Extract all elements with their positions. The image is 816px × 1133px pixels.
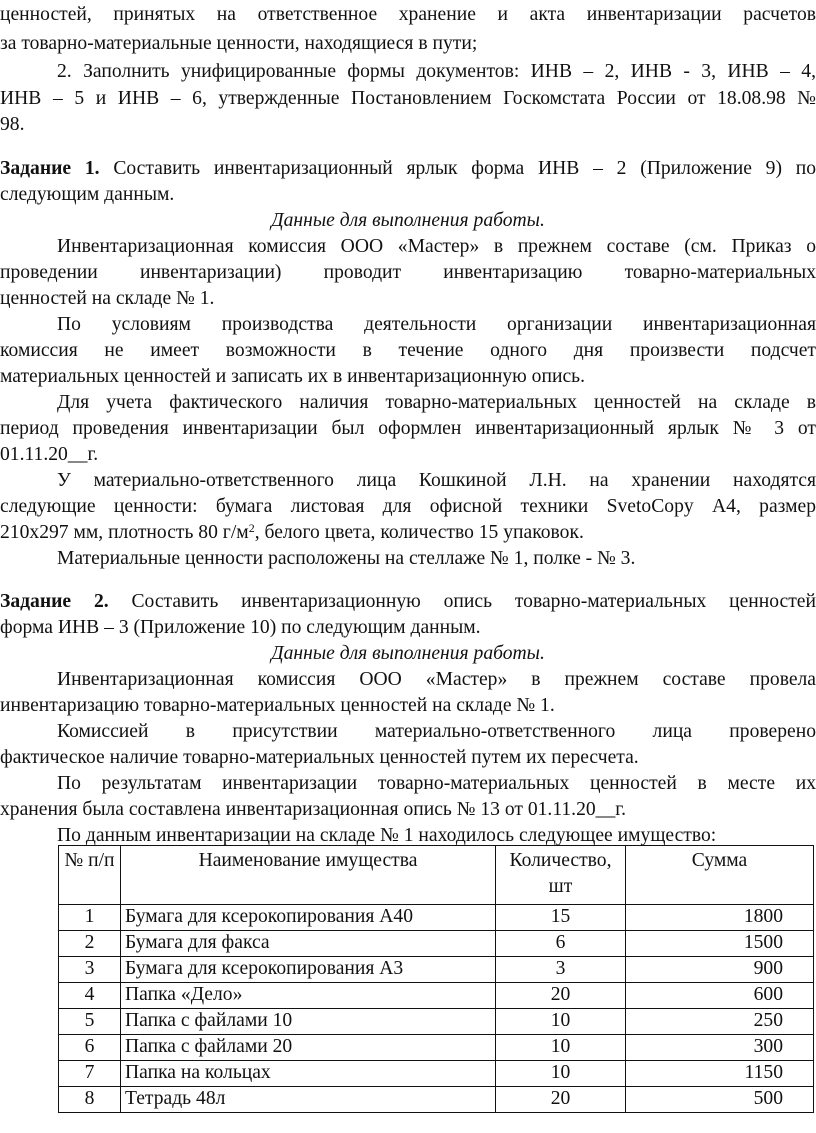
task2-text: Составить инвентаризационную опись товарно-материальных ценностей (108, 591, 816, 612)
table-row (59, 1087, 814, 1113)
cell-quantity: 10 (496, 1061, 626, 1087)
header-name: Наименование имущества (121, 846, 496, 905)
text-line: По результатам инвентаризации товарно-материальных ценностей в месте их (57, 773, 816, 794)
cell-name: Папка на кольцах (121, 1061, 496, 1087)
text-line: фактическое наличие товарно-материальных ценностей путем их пересчета. (0, 747, 639, 768)
cell-number: 2 (59, 931, 121, 957)
text-span: , белого цвета, количество 15 упаковок. (254, 522, 584, 543)
table-row (59, 983, 814, 1009)
task1-text: Составить инвентаризационный ярлык форма ИНВ – 2 (Приложение 9) по (99, 158, 816, 179)
cell-sum: 500 (626, 1087, 814, 1113)
task1-subheading: Данные для выполнения работы. (271, 210, 545, 231)
cell-number: 4 (59, 983, 121, 1009)
cell-sum: 600 (626, 983, 814, 1009)
text-span: 210х297 мм, плотность 80 г/м (0, 522, 249, 543)
cell-sum: 1150 (626, 1061, 814, 1087)
table-header-row (59, 846, 814, 905)
cell-number: 6 (59, 1035, 121, 1061)
table-row (59, 1061, 814, 1087)
text-line: проведении инвентаризации) проводит инвентаризацию товарно-материальных (0, 262, 816, 283)
text-line: за товарно-материальные ценности, находящиеся в пути; (0, 33, 478, 54)
cell-name: Папка «Дело» (121, 983, 496, 1009)
cell-quantity: 15 (496, 905, 626, 931)
text-line: инвентаризацию товарно-материальных ценностей на складе № 1. (0, 695, 555, 716)
cell-name: Бумага для ксерокопирования А3 (121, 957, 496, 983)
inventory-table (58, 845, 814, 1113)
cell-number: 8 (59, 1087, 121, 1113)
cell-number: 1 (59, 905, 121, 931)
cell-quantity: 10 (496, 1035, 626, 1061)
text-line: 98. (0, 114, 25, 135)
cell-number: 3 (59, 957, 121, 983)
text-line: Для учета фактического наличия товарно-материальных ценностей на складе в (57, 392, 816, 413)
header-quantity: Количество, шт (496, 846, 626, 905)
text-line: комиссия не имеет возможности в течение одного дня произвести подсчет (0, 340, 816, 361)
table-row (59, 905, 814, 931)
text-line: У материально-ответственного лица Кошкиной Л.Н. на хранении находятся (57, 470, 816, 491)
cell-name: Папка с файлами 20 (121, 1035, 496, 1061)
text-line: следующим данным. (0, 184, 175, 205)
table-row (59, 1009, 814, 1035)
cell-quantity: 20 (496, 983, 626, 1009)
cell-sum: 900 (626, 957, 814, 983)
cell-name: Бумага для ксерокопирования А40 (121, 905, 496, 931)
text-line: По условиям производства деятельности организации инвентаризационная (57, 314, 816, 335)
task1-heading (0, 156, 816, 182)
cell-sum: 1500 (626, 931, 814, 957)
cell-quantity: 6 (496, 931, 626, 957)
cell-quantity: 10 (496, 1009, 626, 1035)
cell-number: 5 (59, 1009, 121, 1035)
cell-sum: 1800 (626, 905, 814, 931)
cell-sum: 250 (626, 1009, 814, 1035)
text-line: ценностей, принятых на ответственное хранение и акта инвентаризации расчетов (0, 4, 816, 25)
cell-name: Тетрадь 48л (121, 1087, 496, 1113)
table-row (59, 957, 814, 983)
task2-label: Задание 2. (0, 591, 109, 612)
text-line: Инвентаризационная комиссия ООО «Мастер» в прежнем составе провела (57, 669, 816, 690)
task2-subheading: Данные для выполнения работы. (271, 643, 545, 664)
task1-label: Задание 1. (0, 158, 100, 179)
text-line: Инвентаризационная комиссия ООО «Мастер» в прежнем составе (см. Приказ о (57, 236, 816, 257)
cell-name: Бумага для факса (121, 931, 496, 957)
text-line: 2. Заполнить унифицированные формы документов: ИНВ – 2, ИНВ - 3, ИНВ – 4, (57, 61, 816, 82)
text-line: хранения была составлена инвентаризационная опись № 13 от 01.11.20__г. (0, 799, 626, 820)
header-sum: Сумма (626, 846, 814, 905)
cell-name: Папка с файлами 10 (121, 1009, 496, 1035)
text-line: По данным инвентаризации на складе № 1 находилось следующее имущество: (57, 825, 717, 846)
cell-quantity: 20 (496, 1087, 626, 1113)
text-line: Материальные ценности расположены на стеллаже № 1, полке - № 3. (57, 548, 636, 569)
text-line: ИНВ – 5 и ИНВ – 6, утвержденные Постановлением Госкомстата России от 18.08.98 № (0, 88, 816, 109)
text-line: материальных ценностей и записать их в инвентаризационную опись. (0, 366, 585, 387)
text-line: следующие ценности: бумага листовая для офисной техники SvetoCopy А4, размер (0, 496, 816, 517)
text-line (0, 520, 816, 546)
text-line: Комиссией в присутствии материально-ответственного лица проверено (57, 721, 816, 742)
table-row (59, 931, 814, 957)
cell-sum: 300 (626, 1035, 814, 1061)
task2-heading (0, 589, 816, 615)
superscript: 2 (248, 521, 255, 535)
text-line: форма ИНВ – 3 (Приложение 10) по следующим данным. (0, 617, 481, 638)
header-number: № п/п (59, 846, 121, 905)
text-line: период проведения инвентаризации был оформлен инвентаризационный ярлык № 3 от (0, 418, 816, 439)
text-line: ценностей на складе № 1. (0, 288, 215, 309)
table-row (59, 1035, 814, 1061)
cell-number: 7 (59, 1061, 121, 1087)
text-line: 01.11.20__г. (0, 444, 99, 465)
cell-quantity: 3 (496, 957, 626, 983)
